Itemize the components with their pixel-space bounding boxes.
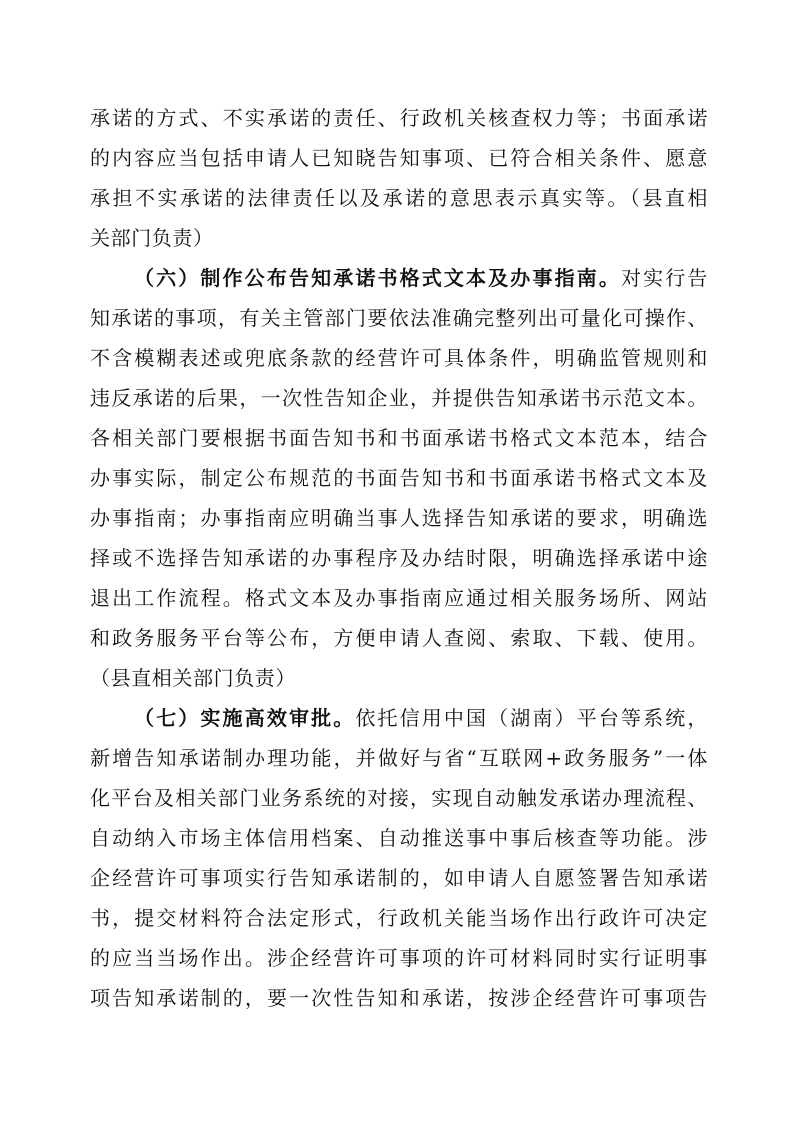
line-text: 企经营许可事项实行告知承诺制的，如申请人自愿签署告知承诺 [90, 866, 708, 890]
line-text: 各相关部门要根据书面告知书和书面承诺书格式文本范本，结合 [90, 426, 708, 450]
paragraph-line-15 [90, 658, 708, 698]
paragraph-line-14 [90, 618, 708, 658]
line-text: 的内容应当包括申请人已知晓告知事项、已符合相关条件、愿意 [90, 146, 708, 170]
line-text: 依托信用中国（湖南）平台等系统， [355, 706, 708, 730]
paragraph-line-10 [90, 458, 708, 498]
line-text: 办事实际，制定公布规范的书面告知书和书面承诺书格式文本及 [90, 466, 708, 490]
line-text: 书，提交材料符合法定形式，行政机关能当场作出行政许可决定 [90, 906, 708, 930]
section-7-heading-line [90, 698, 708, 738]
paragraph-line-3 [90, 178, 708, 218]
line-text: 承诺的方式、不实承诺的责任、行政机关核查权力等；书面承诺 [90, 106, 708, 130]
line-text: 承担不实承诺的法律责任以及承诺的意思表示真实等。（县直相 [90, 186, 708, 210]
paragraph-line-21 [90, 898, 708, 938]
section-7-heading: （七）实施高效审批。 [134, 706, 356, 730]
line-text: （县直相关部门负责） [90, 666, 296, 690]
paragraph-line-12 [90, 538, 708, 578]
paragraph-line-22 [90, 938, 708, 978]
line-text: 办事指南；办事指南应明确当事人选择告知承诺的要求，明确选 [90, 506, 708, 530]
paragraph-line-18 [90, 778, 708, 818]
paragraph-line-13 [90, 578, 708, 618]
line-text: 择或不选择告知承诺的办事程序及办结时限，明确选择承诺中途 [90, 546, 708, 570]
section-6-heading: （六）制作公布告知承诺书格式文本及办事指南。 [134, 266, 621, 290]
line-text: 对实行告 [620, 266, 708, 290]
line-text: 的应当当场作出。涉企经营许可事项的许可材料同时实行证明事 [90, 946, 708, 970]
line-text: 和政务服务平台等公布，方便申请人查阅、索取、下载、使用。 [90, 626, 708, 650]
line-text: 化平台及相关部门业务系统的对接，实现自动触发承诺办理流程、 [90, 786, 708, 810]
line-text: 关部门负责） [90, 226, 214, 250]
section-6-heading-line [90, 258, 708, 298]
paragraph-line-19 [90, 818, 708, 858]
paragraph-line-2 [90, 138, 708, 178]
paragraph-line-1 [90, 98, 708, 138]
paragraph-line-9 [90, 418, 708, 458]
line-text: 违反承诺的后果，一次性告知企业，并提供告知承诺书示范文本。 [90, 386, 708, 410]
paragraph-line-17 [90, 738, 708, 778]
line-text: 自动纳入市场主体信用档案、自动推送事中事后核查等功能。涉 [90, 826, 708, 850]
paragraph-line-7 [90, 338, 708, 378]
line-text: 知承诺的事项，有关主管部门要依法准确完整列出可量化可操作、 [90, 306, 708, 330]
paragraph-line-23 [90, 978, 708, 1018]
line-text: 新增告知承诺制办理功能，并做好与省“互联网+政务服务”一体 [90, 746, 708, 770]
line-text: 不含模糊表述或兜底条款的经营许可具体条件，明确监管规则和 [90, 346, 708, 370]
paragraph-line-4 [90, 218, 708, 258]
paragraph-line-6 [90, 298, 708, 338]
line-text: 退出工作流程。格式文本及办事指南应通过相关服务场所、网站 [90, 586, 708, 610]
paragraph-line-8 [90, 378, 708, 418]
paragraph-line-11 [90, 498, 708, 538]
line-text: 项告知承诺制的，要一次性告知和承诺，按涉企经营许可事项告 [90, 986, 708, 1010]
paragraph-line-20 [90, 858, 708, 898]
document-page [90, 98, 708, 1018]
